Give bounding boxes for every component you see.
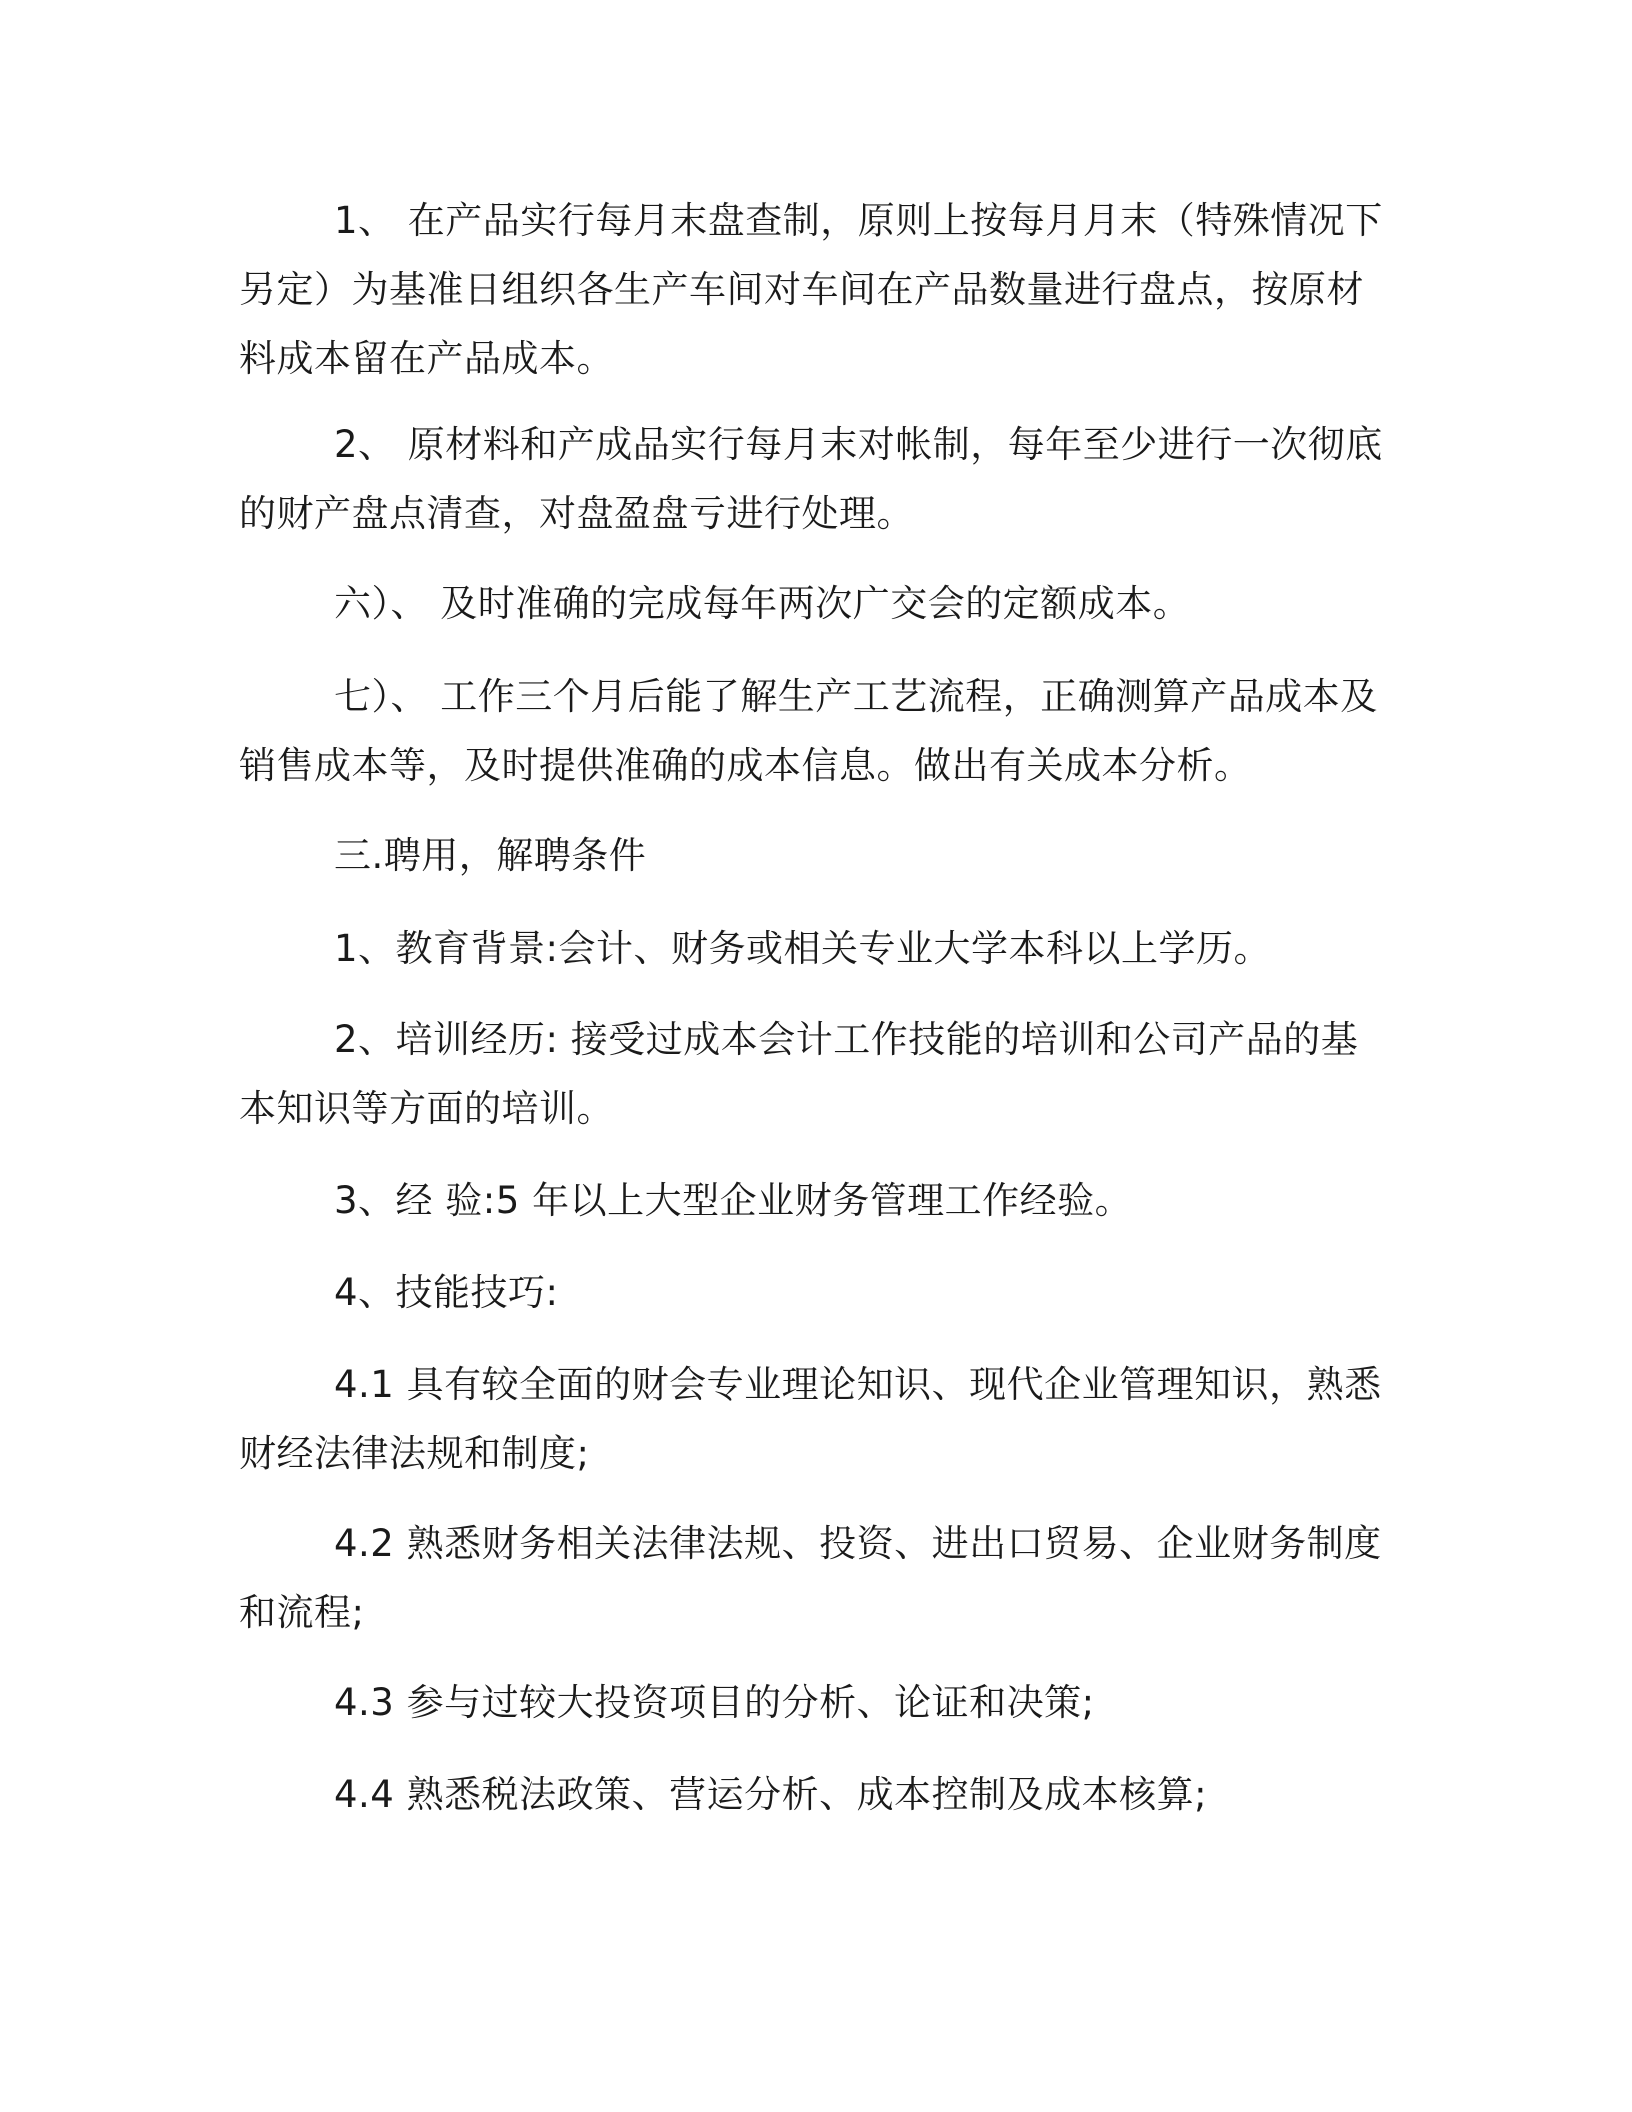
paragraph-item-six: 六）、 及时准确的完成每年两次广交会的定额成本。 [334,582,1191,625]
paragraph-monthly-inventory: 1、 在产品实行每月末盘查制，原则上按每月月末（特殊情况下另定）为基准日组织各生产车间对车间在产品数量进行盘点，按原材料成本留在产品成本。 [239,199,1383,380]
paragraph-monthly-reconciliation: 2、 原材料和产成品实行每月末对帐制，每年至少进行一次彻底的财产盘点清查，对盘盈盘亏进行处理。 [239,423,1383,535]
paragraph-education: 1、教育背景:会计、财务或相关专业大学本科以上学历。 [334,927,1272,970]
paragraph-skill-4-4: 4.4 熟悉税法政策、营运分析、成本控制及成本核算; [334,1773,1208,1816]
paragraph-skill-4-3: 4.3 参与过较大投资项目的分析、论证和决策; [334,1681,1095,1724]
paragraph-skills-heading: 4、技能技巧: [334,1271,559,1314]
paragraph-skill-4-2: 4.2 熟悉财务相关法律法规、投资、进出口贸易、企业财务制度和流程; [239,1522,1382,1634]
paragraph-item-seven: 七）、 工作三个月后能了解生产工艺流程，正确测算产品成本及销售成本等，及时提供准确的成本信息。做出有关成本分析。 [239,675,1378,787]
section-heading-employment-conditions: 三.聘用，解聘条件 [334,834,647,877]
paragraph-experience: 3、经 验:5 年以上大型企业财务管理工作经验。 [334,1179,1133,1222]
paragraph-training: 2、培训经历: 接受过成本会计工作技能的培训和公司产品的基本知识等方面的培训。 [239,1018,1359,1130]
paragraph-skill-4-1: 4.1 具有较全面的财会专业理论知识、现代企业管理知识，熟悉财经法律法规和制度; [239,1363,1382,1475]
